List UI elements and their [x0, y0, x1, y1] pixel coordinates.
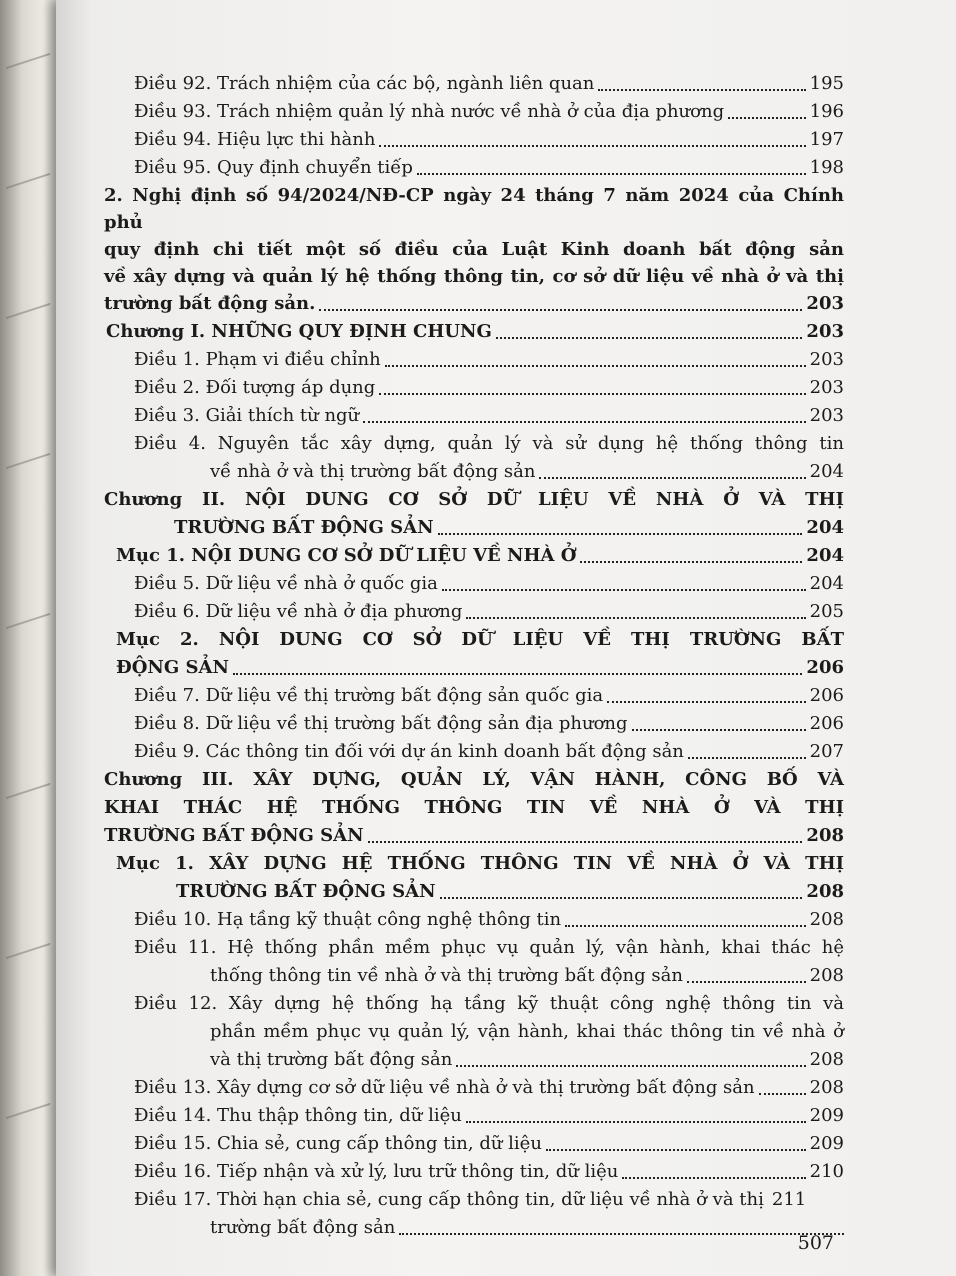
toc-entry-last-line: [134, 458, 844, 486]
toc-entry-first-line: [134, 1186, 844, 1214]
chapter-line: TRƯỜNG BẤT ĐỘNG SẢN: [174, 517, 434, 538]
toc-entry-label: Điều 10. Hạ tầng kỹ thuật công nghệ thông tin: [134, 909, 562, 930]
dot-leader: [442, 589, 806, 591]
toc-page-number: 206: [809, 685, 844, 706]
toc-page-number: 208: [809, 1077, 844, 1098]
section-line: Mục 2. NỘI DUNG CƠ SỞ DỮ LIỆU VỀ THỊ TRƯỜNG BẤT: [116, 629, 844, 650]
table-of-contents: [104, 70, 844, 1242]
chapter-heading-multiline: [104, 486, 844, 542]
toc-page-number: 204: [806, 545, 844, 566]
chapter-label: Chương I. NHỮNG QUY ĐỊNH CHUNG: [106, 321, 492, 342]
toc-page-number: 208: [809, 1049, 844, 1070]
decree-last-line: [104, 290, 844, 318]
section-heading-multiline: [104, 850, 844, 906]
section-last-line: [116, 878, 844, 906]
toc-page-number: 206: [806, 657, 844, 678]
dot-leader: [687, 981, 806, 983]
dot-leader: [379, 145, 805, 147]
toc-entry: [104, 70, 844, 98]
dot-leader: [598, 89, 805, 91]
dot-leader: [385, 365, 806, 367]
toc-entry-line: Điều 17. Thời hạn chia sẻ, cung cấp thông tin, dữ liệu về nhà ở và thị: [134, 1189, 764, 1210]
toc-entry: [104, 154, 844, 182]
dot-leader: [539, 477, 805, 479]
toc-entry-line: trường bất động sản: [210, 1217, 396, 1238]
adjacent-pages-edge: [0, 0, 62, 1276]
toc-page-number: 208: [809, 965, 844, 986]
chapter-last-line: [104, 822, 844, 850]
toc-entry-last-line: [134, 962, 844, 990]
toc-entry: [104, 682, 844, 710]
dot-leader: [622, 1177, 805, 1179]
toc-entry-last-line: [134, 1214, 844, 1242]
toc-page-number: 204: [809, 573, 844, 594]
toc-page-number: 206: [809, 713, 844, 734]
decree-line: trường bất động sản.: [104, 293, 316, 314]
dot-leader: [319, 309, 802, 311]
dot-leader: [607, 701, 806, 703]
toc-entry-label: Điều 14. Thu thập thông tin, dữ liệu: [134, 1105, 462, 1126]
dot-leader: [379, 393, 805, 395]
dot-leader: [632, 729, 806, 731]
chapter-line: KHAI THÁC HỆ THỐNG THÔNG TIN VỀ NHÀ Ở VÀ THỊ: [104, 797, 844, 818]
toc-entry-line: phần mềm phục vụ quản lý, vận hành, khai thác thông tin về nhà ở: [210, 1021, 844, 1042]
toc-page-number: 203: [806, 321, 844, 342]
toc-entry: [104, 1074, 844, 1102]
toc-entry: [104, 710, 844, 738]
toc-entry-line: Điều 11. Hệ thống phần mềm phục vụ quản lý, vận hành, khai thác hệ: [134, 937, 844, 958]
toc-page-number: 210: [809, 1161, 844, 1182]
toc-entry: [104, 1158, 844, 1186]
toc-page-number: 204: [806, 517, 844, 538]
toc-entry-label: Điều 7. Dữ liệu về thị trường bất động sản quốc gia: [134, 685, 604, 706]
dot-leader: [438, 533, 803, 535]
toc-entry-label: Điều 92. Trách nhiệm của các bộ, ngành liên quan: [134, 73, 595, 94]
toc-entry-label: Điều 1. Phạm vi điều chỉnh: [134, 349, 381, 370]
toc-page-number: 211: [771, 1189, 807, 1210]
decree-heading: [104, 182, 844, 318]
section-last-line: [116, 654, 844, 682]
toc-page-number: 203: [809, 405, 844, 426]
toc-entry: [104, 906, 844, 934]
dot-leader: [399, 1233, 844, 1235]
toc-entry: [104, 98, 844, 126]
toc-entry-label: Điều 15. Chia sẻ, cung cấp thông tin, dữ liệu: [134, 1133, 542, 1154]
toc-page-number: 207: [809, 741, 844, 762]
toc-entry-line: Điều 4. Nguyên tắc xây dựng, quản lý và sử dụng hệ thống thông tin: [134, 433, 844, 454]
toc-page-number: 205: [809, 601, 844, 622]
dot-leader: [728, 117, 806, 119]
chapter-heading-multiline: [104, 766, 844, 850]
toc-entry-last-line: [134, 1046, 844, 1074]
toc-entry-label: Điều 16. Tiếp nhận và xử lý, lưu trữ thông tin, dữ liệu: [134, 1161, 619, 1182]
toc-entry: [104, 126, 844, 154]
toc-page-number: 204: [809, 461, 844, 482]
toc-entry-label: Điều 9. Các thông tin đối với dự án kinh doanh bất động sản: [134, 741, 684, 762]
toc-entry-multiline: [104, 1186, 844, 1242]
toc-page-number: 209: [809, 1105, 844, 1126]
toc-entry-label: Điều 6. Dữ liệu về nhà ở địa phương: [134, 601, 463, 622]
dot-leader: [565, 925, 806, 927]
toc-entry: [104, 402, 844, 430]
section-line: TRƯỜNG BẤT ĐỘNG SẢN: [176, 881, 436, 902]
dot-leader: [417, 173, 806, 175]
dot-leader: [759, 1093, 806, 1095]
toc-entry-multiline: [104, 990, 844, 1074]
toc-entry-label: Điều 3. Giải thích từ ngữ: [134, 405, 360, 426]
section-line: Mục 1. XÂY DỰNG HỆ THỐNG THÔNG TIN VỀ NHÀ Ở VÀ THỊ: [116, 853, 844, 874]
section-label: Mục 1. NỘI DUNG CƠ SỞ DỮ LIỆU VỀ NHÀ Ở: [116, 545, 577, 566]
toc-entry: [104, 1102, 844, 1130]
section-heading: [104, 542, 844, 570]
dot-leader: [496, 337, 803, 339]
toc-entry: [104, 598, 844, 626]
toc-page-number: 195: [809, 73, 844, 94]
dot-leader: [580, 561, 802, 563]
toc-entry-label: Điều 94. Hiệu lực thi hành: [134, 129, 376, 150]
chapter-line: Chương III. XÂY DỰNG, QUẢN LÝ, VẬN HÀNH, CÔNG BỐ VÀ: [104, 769, 844, 790]
toc-entry: [104, 570, 844, 598]
chapter-heading: [104, 318, 844, 346]
toc-entry-line: về nhà ở và thị trường bất động sản: [210, 461, 536, 482]
toc-page-number: 197: [809, 129, 844, 150]
toc-page-number: 209: [809, 1133, 844, 1154]
toc-page-number: 196: [809, 101, 844, 122]
toc-page-number: 208: [809, 909, 844, 930]
toc-entry-multiline: [104, 934, 844, 990]
decree-line: quy định chi tiết một số điều của Luật Kinh doanh bất động sản: [104, 239, 844, 260]
dot-leader: [363, 421, 805, 423]
chapter-line: TRƯỜNG BẤT ĐỘNG SẢN: [104, 825, 364, 846]
toc-entry-line: và thị trường bất động sản: [210, 1049, 453, 1070]
section-line: ĐỘNG SẢN: [116, 657, 229, 678]
section-heading-multiline: [104, 626, 844, 682]
decree-line: về xây dựng và quản lý hệ thống thông tin, cơ sở dữ liệu về nhà ở và thị: [104, 266, 844, 287]
dot-leader: [368, 841, 803, 843]
book-page: [56, 0, 956, 1276]
toc-entry-label: Điều 5. Dữ liệu về nhà ở quốc gia: [134, 573, 438, 594]
toc-entry-label: Điều 2. Đối tượng áp dụng: [134, 377, 376, 398]
toc-entry-label: Điều 13. Xây dựng cơ sở dữ liệu về nhà ở và thị trường bất động sản: [134, 1077, 755, 1098]
dot-leader: [546, 1149, 806, 1151]
toc-page-number: 208: [806, 881, 844, 902]
toc-entry-label: Điều 8. Dữ liệu về thị trường bất động sản địa phương: [134, 713, 628, 734]
toc-entry: [104, 1130, 844, 1158]
decree-line: 2. Nghị định số 94/2024/NĐ-CP ngày 24 tháng 7 năm 2024 của Chính phủ: [104, 185, 844, 233]
page-number: 507: [797, 1232, 834, 1254]
dot-leader: [688, 757, 806, 759]
toc-entry-label: Điều 93. Trách nhiệm quản lý nhà nước về nhà ở của địa phương: [134, 101, 725, 122]
toc-entry-multiline: [104, 430, 844, 486]
toc-page-number: 203: [809, 377, 844, 398]
chapter-line: Chương II. NỘI DUNG CƠ SỞ DỮ LIỆU VỀ NHÀ Ở VÀ THỊ: [104, 489, 844, 510]
toc-entry-line: thống thông tin về nhà ở và thị trường bất động sản: [210, 965, 683, 986]
toc-entry: [104, 738, 844, 766]
toc-page-number: 198: [809, 157, 844, 178]
dot-leader: [233, 673, 803, 675]
dot-leader: [456, 1065, 805, 1067]
toc-entry: [104, 374, 844, 402]
toc-page-number: 208: [806, 825, 844, 846]
toc-page-number: 203: [809, 349, 844, 370]
toc-page-number: 203: [806, 293, 844, 314]
dot-leader: [466, 617, 805, 619]
dot-leader: [440, 897, 803, 899]
chapter-last-line: [104, 514, 844, 542]
toc-entry-label: Điều 95. Quy định chuyển tiếp: [134, 157, 413, 178]
toc-entry-line: Điều 12. Xây dựng hệ thống hạ tầng kỹ thuật công nghệ thông tin và: [134, 993, 844, 1014]
dot-leader: [466, 1121, 806, 1123]
toc-entry: [104, 346, 844, 374]
